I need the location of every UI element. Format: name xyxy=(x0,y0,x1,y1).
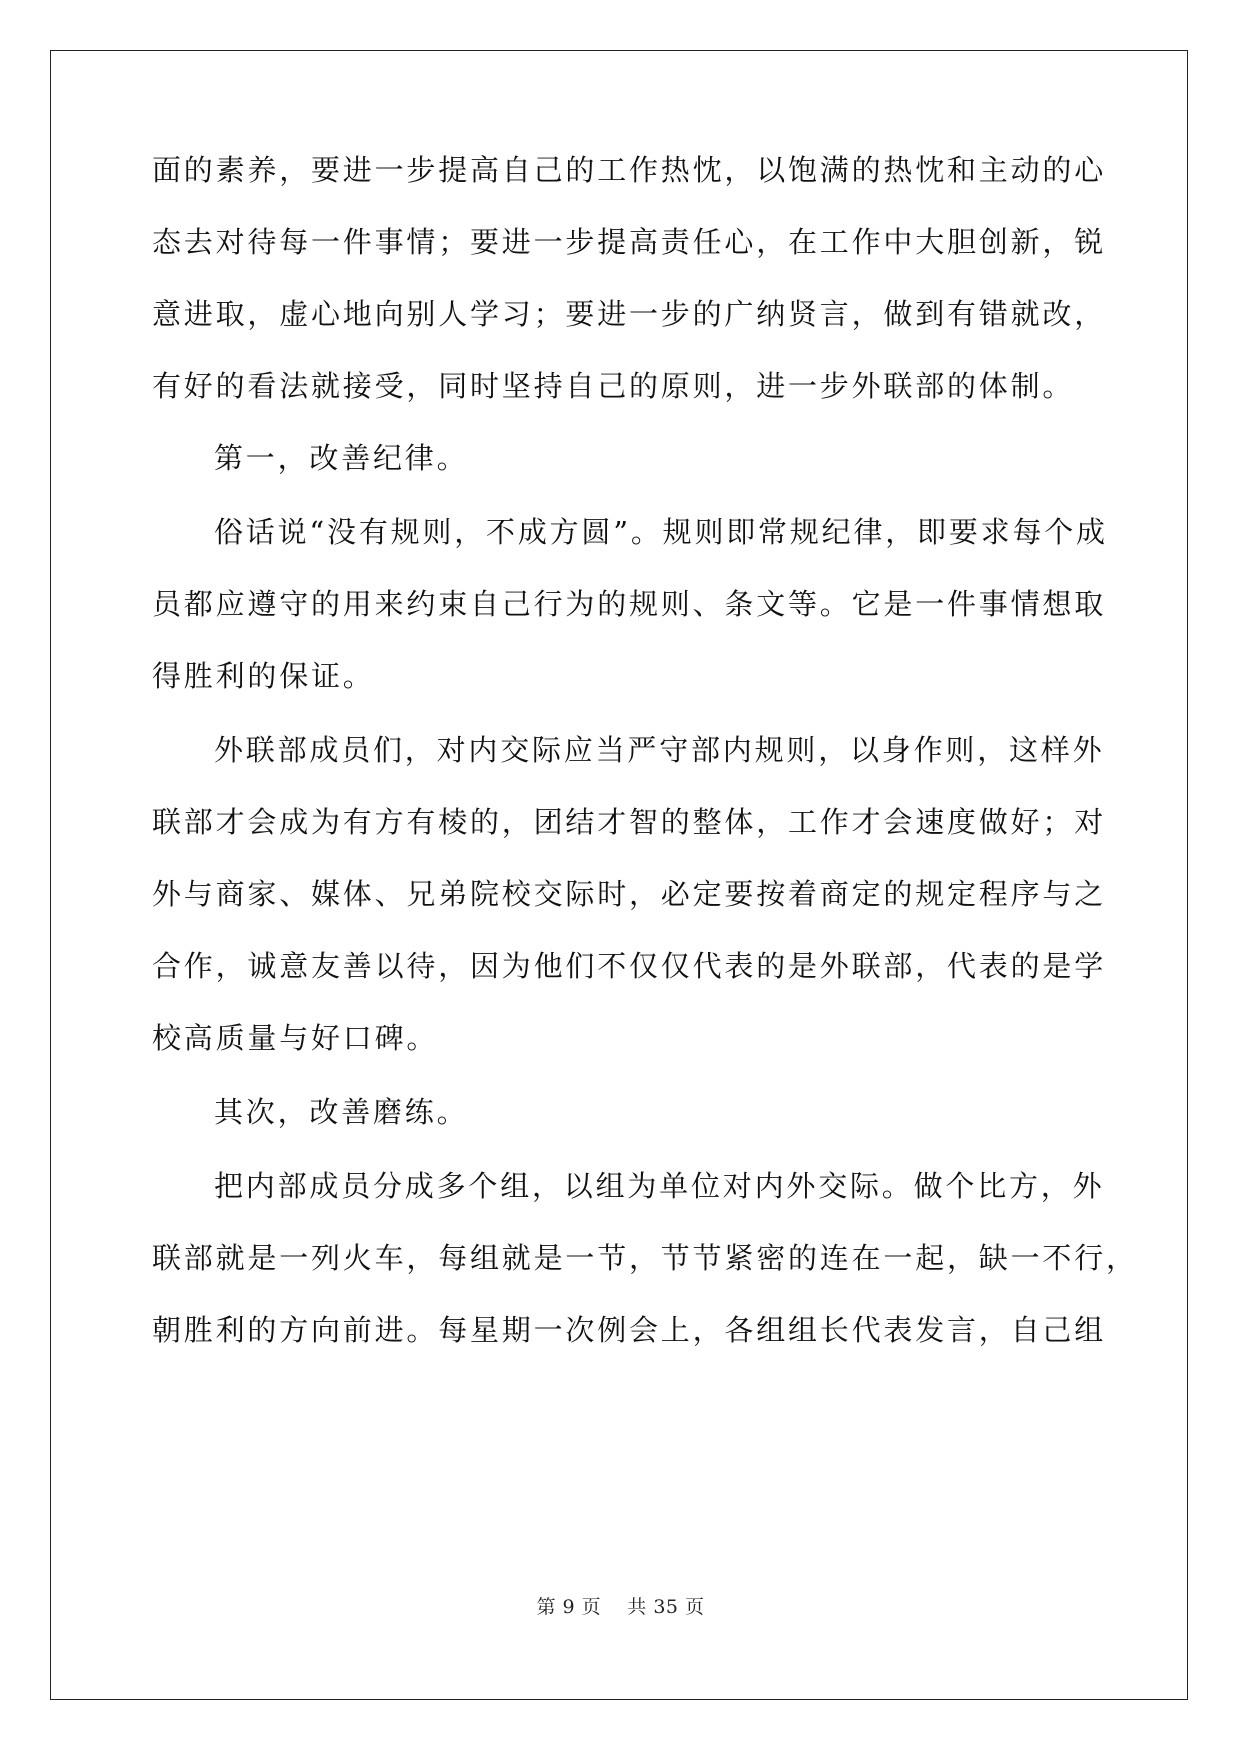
text-line: 校高质量与好口碑。 xyxy=(152,1021,439,1055)
text-line: 俗话说“没有规则，不成方圆”。规则即常规纪律，即要求每个成 xyxy=(214,515,1108,549)
text-line: 合作，诚意友善以待，因为他们不仅仅代表的是外联部，代表的是学 xyxy=(152,949,1107,983)
text-line: 得胜利的保证。 xyxy=(152,659,375,693)
text-line: 联部就是一列火车，每组就是一节，节节紧密的连在一起，缺一不行， xyxy=(152,1241,1138,1275)
text-line: 面的素养，要进一步提高自己的工作热忱，以饱满的热忱和主动的心 xyxy=(152,153,1107,187)
text-line: 意进取，虚心地向别人学习；要进一步的广纳贤言，做到有错就改， xyxy=(152,297,1107,331)
text-line: 朝胜利的方向前进。每星期一次例会上，各组组长代表发言，自己组 xyxy=(152,1313,1107,1347)
section-heading: 其次，改善磨练。 xyxy=(214,1095,469,1129)
text-line: 有好的看法就接受，同时坚持自己的原则，进一步外联部的体制。 xyxy=(152,369,1075,403)
text-line: 员都应遵守的用来约束自己行为的规则、条文等。它是一件事情想取 xyxy=(152,587,1107,621)
text-line: 把内部成员分成多个组，以组为单位对内外交际。做个比方，外 xyxy=(214,1169,1105,1203)
text-line: 外联部成员们，对内交际应当严守部内规则，以身作则，这样外 xyxy=(214,733,1105,767)
page-footer xyxy=(0,1594,1241,1620)
text-line: 外与商家、媒体、兄弟院校交际时，必定要按着商定的规定程序与之 xyxy=(152,877,1107,911)
page-number: 第 9 页 xyxy=(536,1596,602,1618)
section-heading: 第一，改善纪律。 xyxy=(214,441,469,475)
text-line: 联部才会成为有方有棱的，团结才智的整体，工作才会速度做好；对 xyxy=(152,805,1107,839)
total-pages: 共 35 页 xyxy=(627,1596,705,1618)
text-line: 态去对待每一件事情；要进一步提高责任心，在工作中大胆创新，锐 xyxy=(152,225,1107,259)
